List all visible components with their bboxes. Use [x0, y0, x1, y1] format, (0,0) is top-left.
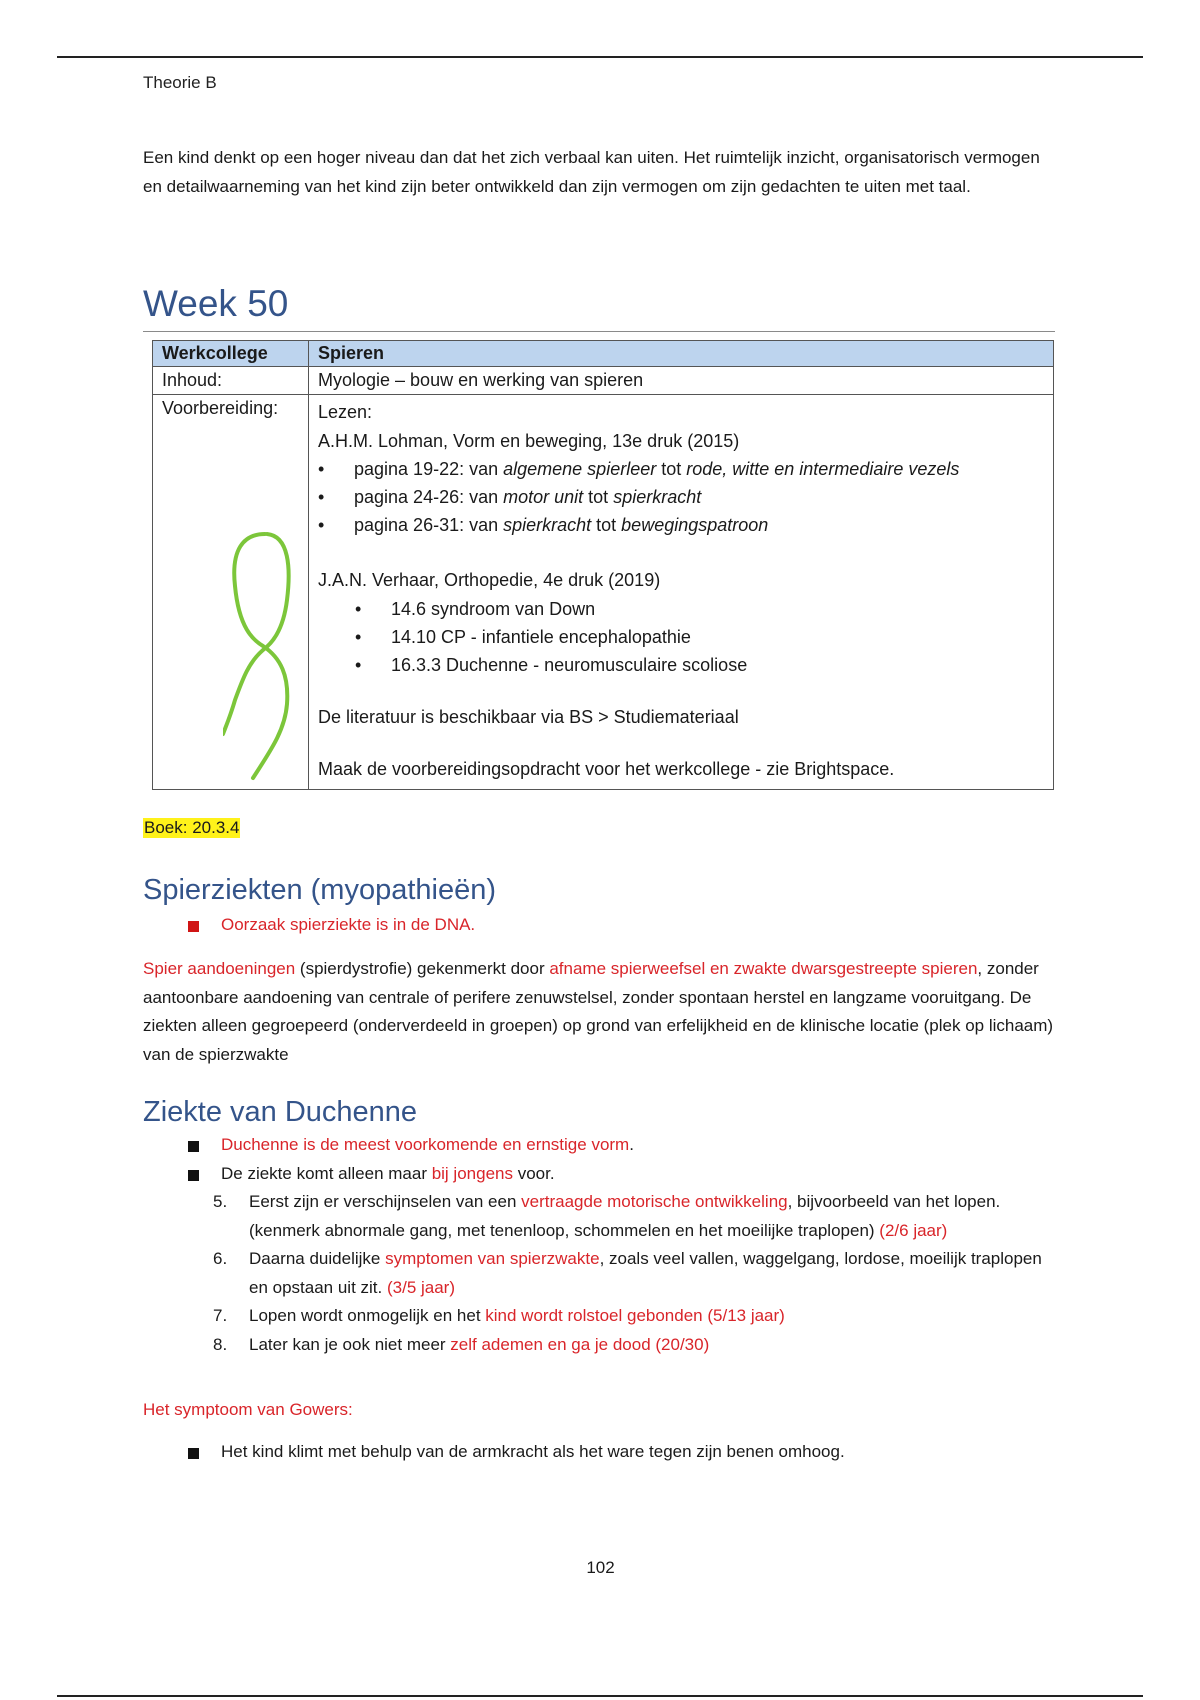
inhoud-label: Inhoud: [153, 367, 309, 395]
duchenne-heading: Ziekte van Duchenne [143, 1096, 418, 1128]
running-header: Theorie B [143, 73, 217, 92]
book2-title: J.A.N. Verhaar, Orthopedie, 4e druk (2019) [318, 570, 661, 590]
table-row [153, 367, 1054, 395]
list-item: • pagina 19-22: van algemene spierleer tot rode, witte en intermediaire vezels [318, 455, 1044, 483]
list-item: Duchenne is de meest voorkomende en ernstige vorm. [188, 1131, 634, 1160]
footer-rule [57, 1695, 1143, 1697]
list-item: 7. Lopen wordt onmogelijk en het kind wordt rolstoel gebonden (5/13 jaar) [213, 1306, 785, 1325]
handwritten-doodle-icon [223, 528, 313, 788]
square-bullet-icon [188, 1170, 199, 1181]
prep-label: Voorbereiding: [162, 398, 279, 418]
inhoud-value: Myologie – bouw en werking van spieren [309, 367, 1054, 395]
duchenne-stages-list [213, 1188, 1063, 1359]
spierziekten-heading: Spierziekten (myopathieën) [143, 874, 497, 906]
schedule-table [152, 340, 1054, 790]
gowers-heading: Het symptoom van Gowers: [143, 1400, 353, 1419]
duchenne-bullets [188, 1131, 634, 1188]
list-item: Het kind klimt met behulp van de armkracht als het ware tegen zijn benen omhoog. [188, 1438, 845, 1467]
page-number: 102 [586, 1558, 615, 1577]
literature-note: De literatuur is beschikbaar via BS > Studiemateriaal [318, 706, 739, 727]
list-item: Oorzaak spierziekte is in de DNA. [188, 911, 475, 940]
list-item: • pagina 24-26: van motor unit tot spierkracht [318, 483, 1044, 511]
table-row [153, 395, 1054, 790]
list-item: De ziekte komt alleen maar bij jongens voor. [188, 1160, 634, 1189]
list-item: • 14.6 syndroom van Down [318, 595, 1044, 623]
list-item: • 14.10 CP - infantiele encephalopathie [318, 623, 1044, 651]
list-item: • 16.3.3 Duchenne - neuromusculaire scoliose [318, 651, 1044, 679]
red-square-bullet-icon [188, 921, 199, 932]
header-rule [57, 56, 1143, 58]
spierziekten-paragraph: Spier aandoeningen (spierdystrofie) gekenmerkt door afname spierweefsel en zwakte dwarsgestreepte spieren, zonder aantoonbare aandoening van centrale of perifere zenuwstelsel, zonder spontaan herstel en langzame vooruitgang. De ziekten alleen gegroepeerd (onderverdeeld in groepen) op grond van erfelijkheid en de klinische locatie (plek op lichaam) van de spierzwakte [143, 959, 1054, 1064]
book2-list [318, 595, 1044, 679]
list-item: 5. Eerst zijn er verschijnselen van een vertraagde motorische ontwikkeling, bijvoorbeeld van het lopen. (kenmerk abnormale gang, met tenenloop, schommelen en het moeilijke traplopen) (2/6 jaar) [213, 1192, 1001, 1240]
book1-list [318, 455, 1044, 539]
table-head-value: Spieren [309, 341, 1054, 367]
intro-paragraph: Een kind denkt op een hoger niveau dan dat het zich verbaal kan uiten. Het ruimtelijk inzicht, organisatorisch vermogen en detailwaarneming van het kind zijn beter ontwikkeld dan zijn vermogen om zijn gedachten te uiten met taal. [143, 148, 1040, 196]
gowers-bullets [188, 1438, 845, 1467]
assignment-note: Maak de voorbereidingsopdracht voor het werkcollege - zie Brightspace. [318, 759, 895, 779]
prep-content [309, 395, 1054, 790]
week-heading-rule [143, 331, 1055, 332]
prep-label-cell [153, 395, 309, 790]
table-head-label: Werkcollege [153, 341, 309, 367]
spierziekten-bullets [188, 911, 475, 940]
square-bullet-icon [188, 1448, 199, 1459]
list-item: • pagina 26-31: van spierkracht tot bewegingspatroon [318, 511, 1044, 539]
list-item: 8. Later kan je ook niet meer zelf ademen en ga je dood (20/30) [213, 1334, 710, 1354]
square-bullet-icon [188, 1141, 199, 1152]
list-item: 6. Daarna duidelijke symptomen van spierzwakte, zoals veel vallen, waggelgang, lordose, moeilijk traplopen en opstaan uit zit. (3/5 jaar) [213, 1249, 1042, 1297]
week-heading: Week 50 [143, 283, 289, 324]
book1-title: A.H.M. Lohman, Vorm en beweging, 13e druk (2015) [318, 430, 740, 451]
book-reference-highlight: Boek: 20.3.4 [144, 818, 240, 837]
table-row [153, 341, 1054, 367]
prep-intro: Lezen: [318, 402, 373, 422]
